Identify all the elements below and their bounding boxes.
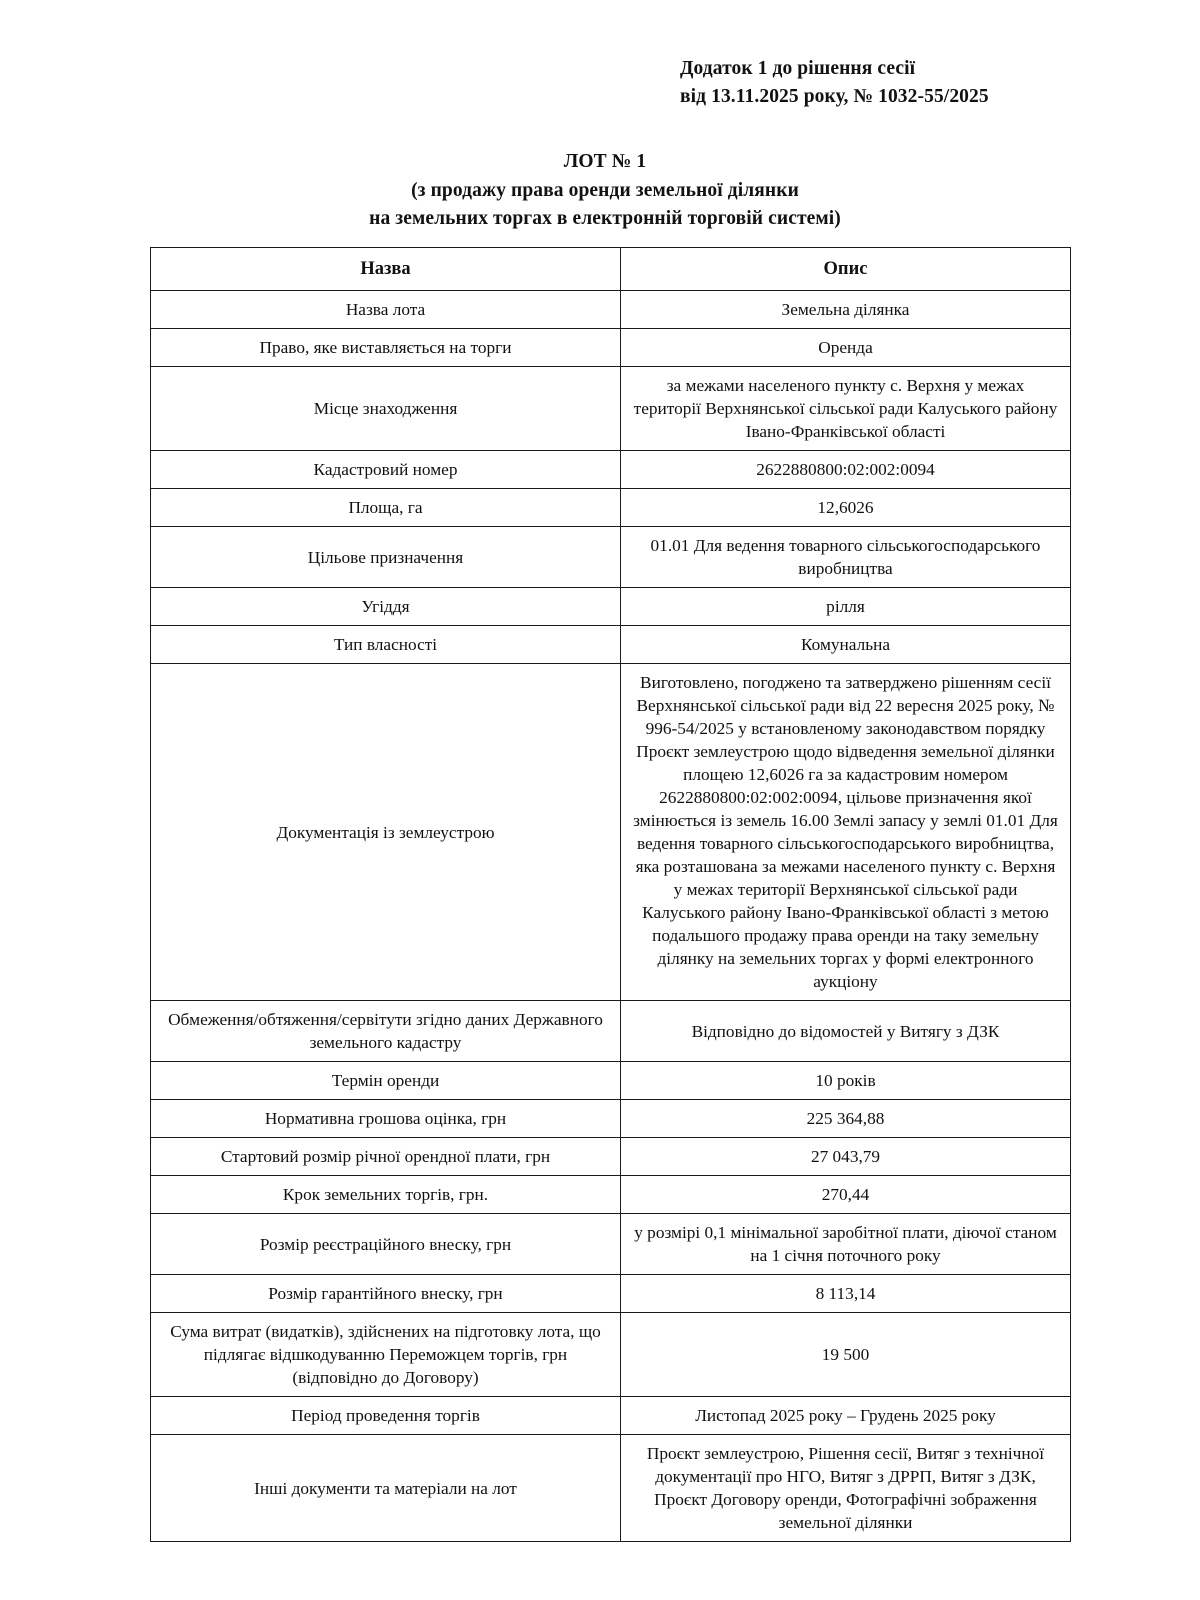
- header-line-2: від 13.11.2025 року, № 1032-55/2025: [680, 86, 989, 108]
- lot-subtitle-2: на земельних торгах в електронній торговій системі): [369, 207, 841, 229]
- row-label: Нормативна грошова оцінка, грн: [151, 1100, 621, 1138]
- row-label: Розмір реєстраційного внеску, грн: [151, 1214, 621, 1275]
- table-header-row: [151, 247, 1071, 291]
- table-row: [151, 527, 1071, 588]
- row-label: Назва лота: [151, 291, 621, 329]
- table-row: [151, 1062, 1071, 1100]
- header-line-1: Додаток 1 до рішення сесії: [680, 58, 916, 79]
- table-row: [151, 1214, 1071, 1275]
- row-value: Відповідно до відомостей у Витягу з ДЗК: [621, 1001, 1071, 1062]
- table-row: [151, 1435, 1071, 1542]
- row-label: Розмір гарантійного внеску, грн: [151, 1275, 621, 1313]
- row-value: 10 років: [621, 1062, 1071, 1100]
- table-row: [151, 489, 1071, 527]
- column-header-description: Опис: [621, 247, 1071, 291]
- table-row: [151, 291, 1071, 329]
- row-value: за межами населеного пункту с. Верхня у межах території Верхнянської сільської ради Калуського району Івано-Франківської області: [621, 367, 1071, 451]
- row-label: Період проведення торгів: [151, 1397, 621, 1435]
- row-value: Комунальна: [621, 626, 1071, 664]
- row-value: Оренда: [621, 329, 1071, 367]
- row-value: у розмірі 0,1 мінімальної заробітної плати, діючої станом на 1 січня поточного року: [621, 1214, 1071, 1275]
- row-value: 2622880800:02:002:0094: [621, 451, 1071, 489]
- row-label: Кадастровий номер: [151, 451, 621, 489]
- row-label: Обмеження/обтяження/сервітути згідно даних Державного земельного кадастру: [151, 1001, 621, 1062]
- table-row: [151, 1313, 1071, 1397]
- row-label: Угіддя: [151, 588, 621, 626]
- table-row: [151, 1001, 1071, 1062]
- table-row: [151, 329, 1071, 367]
- row-value: Виготовлено, погоджено та затверджено рішенням сесії Верхнянської сільської ради від 22 вересня 2025 року, № 996-54/2025 у встановленому законодавством порядку Проєкт землеустрою щодо відведення земельної ділянки площею 12,6026 га за кадастровим номером 2622880800:02:002:0094, цільове призначення якої змінюється із земель 16.00 Землі запасу у землі 01.01 Для ведення товарного сільськогосподарського виробництва, яка розташована за межами населеного пункту с. Верхня у межах території Верхнянської сільської ради Калуського району Івано-Франківської області з метою подальшого продажу права оренди на таку земельну ділянку на земельних торгах у формі електронного аукціону: [621, 664, 1071, 1001]
- row-label: Місце знаходження: [151, 367, 621, 451]
- table-row: [151, 1397, 1071, 1435]
- row-label: Термін оренди: [151, 1062, 621, 1100]
- table-row: [151, 626, 1071, 664]
- table-row: [151, 1176, 1071, 1214]
- lot-details-table: [150, 247, 1071, 1543]
- document-title: [150, 148, 1060, 233]
- table-row: [151, 367, 1071, 451]
- row-label: Цільове призначення: [151, 527, 621, 588]
- row-value: 12,6026: [621, 489, 1071, 527]
- row-value: 01.01 Для ведення товарного сільськогосподарського виробництва: [621, 527, 1071, 588]
- lot-title: ЛОТ № 1: [563, 150, 647, 172]
- row-label: Стартовий розмір річної орендної плати, грн: [151, 1138, 621, 1176]
- row-value: Проєкт землеустрою, Рішення сесії, Витяг з технічної документації про НГО, Витяг з ДРРП, Витяг з ДЗК, Проєкт Договору оренди, Фотографічні зображення земельної ділянки: [621, 1435, 1071, 1542]
- table-row: [151, 1275, 1071, 1313]
- row-label: Сума витрат (видатків), здійснених на підготовку лота, що підлягає відшкодуванню Переможцем торгів, грн (відповідно до Договору): [151, 1313, 621, 1397]
- table-row: [151, 664, 1071, 1001]
- row-value: 27 043,79: [621, 1138, 1071, 1176]
- table-row: [151, 588, 1071, 626]
- document-header: [680, 55, 1060, 112]
- row-value: 225 364,88: [621, 1100, 1071, 1138]
- table-row: [151, 451, 1071, 489]
- row-label: Площа, га: [151, 489, 621, 527]
- table-row: [151, 1100, 1071, 1138]
- row-value: Листопад 2025 року – Грудень 2025 року: [621, 1397, 1071, 1435]
- row-value: Земельна ділянка: [621, 291, 1071, 329]
- table-row: [151, 1138, 1071, 1176]
- row-label: Документація із землеустрою: [151, 664, 621, 1001]
- row-label: Крок земельних торгів, грн.: [151, 1176, 621, 1214]
- column-header-name: Назва: [151, 247, 621, 291]
- row-value: 8 113,14: [621, 1275, 1071, 1313]
- row-label: Інші документи та матеріали на лот: [151, 1435, 621, 1542]
- row-label: Право, яке виставляється на торги: [151, 329, 621, 367]
- row-value: 19 500: [621, 1313, 1071, 1397]
- row-label: Тип власності: [151, 626, 621, 664]
- row-value: 270,44: [621, 1176, 1071, 1214]
- row-value: рілля: [621, 588, 1071, 626]
- lot-subtitle-1: (з продажу права оренди земельної ділянки: [411, 180, 799, 202]
